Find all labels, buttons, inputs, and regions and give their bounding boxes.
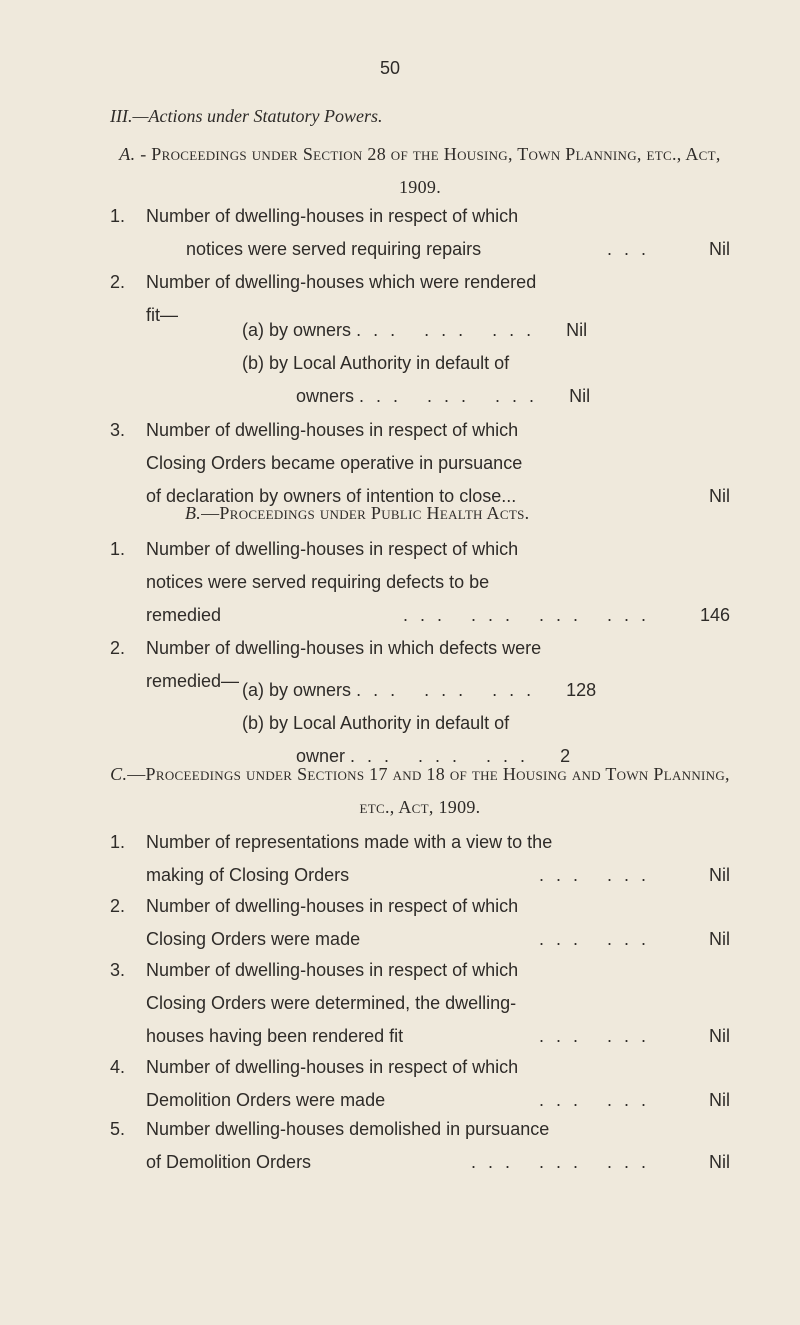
item-text: Closing Orders became operative in pursuance	[146, 453, 523, 473]
section-b-letter: B.	[185, 503, 202, 523]
item-last-line	[146, 923, 730, 956]
sub-item	[110, 314, 730, 413]
item-text: Number of dwelling-houses which were rendered	[146, 272, 537, 292]
item-value: Nil	[709, 1090, 730, 1110]
item-number: 2.	[110, 272, 126, 292]
section-a-title: - Proceedings under Section 28 of the Housing, Town Planning, etc., Act, 1909.	[140, 144, 721, 197]
item-last-line	[146, 1020, 730, 1053]
section-c-title: —Proceedings under Sections 17 and 18 of the Housing and Town Planning, etc., Act, 1909.	[127, 764, 730, 817]
item-value: Nil	[709, 1152, 730, 1172]
item-text: of Demolition Orders	[146, 1152, 312, 1172]
item-number: 1.	[110, 539, 126, 559]
item-value: Nil	[709, 929, 730, 949]
item-text: making of Closing Orders	[146, 865, 350, 885]
item-text: Number of dwelling-houses in respect of which	[146, 1057, 519, 1077]
item-last-line	[146, 859, 730, 892]
item-text: Number of dwelling-houses in which defects were	[146, 638, 542, 658]
item-text: of declaration by owners of intention to close...	[146, 486, 517, 506]
list-item	[110, 200, 730, 266]
item-value: 128	[566, 680, 597, 700]
leader-dots: ... ... ...	[470, 1152, 658, 1172]
sub-line	[242, 674, 730, 707]
item-text: houses having been rendered fit	[146, 1026, 404, 1046]
leader-dots: ... ...	[538, 929, 658, 949]
item-text: Number of dwelling-houses in respect of which	[146, 896, 519, 916]
leader-dots: ... ...	[538, 1026, 658, 1046]
item-number: 4.	[110, 1057, 126, 1077]
sub-text: (b) by Local Authority in default of	[242, 353, 510, 373]
section-c-letter: C.	[110, 764, 128, 784]
list-item	[110, 826, 730, 892]
sub-text: (b) by Local Authority in default of	[242, 713, 510, 733]
section-a-letter: A.	[119, 144, 136, 164]
sub-text: (a) by owners	[242, 320, 352, 340]
list-item	[110, 954, 730, 1053]
item-text: notices were served requiring defects to be	[146, 572, 490, 592]
section-b-title: —Proceedings under Public Health Acts.	[201, 503, 530, 523]
leader-dots: ... ... ...	[359, 386, 547, 406]
list-item	[110, 533, 730, 632]
sub-line	[242, 314, 730, 347]
item-value: 2	[560, 746, 571, 766]
leader-dots: ... ...	[538, 865, 658, 885]
item-value: Nil	[566, 320, 588, 340]
item-number: 1.	[110, 832, 126, 852]
item-value: Nil	[709, 486, 730, 506]
item-last-line	[146, 599, 730, 632]
list-item	[110, 1113, 730, 1179]
item-text: Number dwelling-houses demolished in pursuance	[146, 1119, 550, 1139]
list-item	[110, 1051, 730, 1117]
item-number: 1.	[110, 206, 126, 226]
section-b-heading	[185, 497, 705, 530]
page-number: 50	[379, 58, 401, 78]
item-text: Number of dwelling-houses in respect of which	[146, 960, 519, 980]
sub-text: owners	[296, 386, 355, 406]
item-value: Nil	[569, 386, 591, 406]
leader-dots: ...	[606, 239, 658, 259]
sub-text: owner	[296, 746, 346, 766]
section-c-heading	[110, 758, 730, 824]
item-text: Closing Orders were determined, the dwelling-	[146, 993, 517, 1013]
item-text: Number of dwelling-houses in respect of which	[146, 539, 519, 559]
item-last-line	[186, 233, 730, 266]
leader-dots: ... ... ...	[356, 680, 544, 700]
list-item	[110, 890, 730, 956]
item-text: Closing Orders were made	[146, 929, 361, 949]
item-number: 5.	[110, 1119, 126, 1139]
item-text: Number of dwelling-houses in respect of which	[146, 420, 519, 440]
item-text: Number of representations made with a view to the	[146, 832, 553, 852]
item-number: 2.	[110, 638, 126, 658]
sub-line	[296, 380, 730, 413]
page-heading: III.—Actions under Statutory Powers.	[110, 106, 383, 126]
section-a-heading	[110, 138, 730, 204]
item-text: remedied	[146, 605, 222, 625]
item-value: Nil	[709, 1026, 730, 1046]
item-value: 146	[699, 605, 730, 625]
item-number: 2.	[110, 896, 126, 916]
item-text: Number of dwelling-houses in respect of which	[146, 206, 519, 226]
leader-dots: ... ... ...	[356, 320, 544, 340]
item-last-line	[146, 1146, 730, 1179]
item-text: Demolition Orders were made	[146, 1090, 386, 1110]
leader-dots: ... ... ...	[350, 746, 538, 766]
sub-text: (a) by owners	[242, 680, 352, 700]
item-value: Nil	[709, 865, 730, 885]
leader-dots: ... ...	[538, 1090, 658, 1110]
leader-dots: ... ... ... ...	[402, 605, 658, 625]
item-text: remedied—	[146, 671, 240, 691]
item-text: fit—	[146, 305, 179, 325]
item-number: 3.	[110, 420, 126, 440]
item-value: Nil	[709, 239, 730, 259]
item-number: 3.	[110, 960, 126, 980]
item-text: notices were served requiring repairs	[186, 239, 482, 259]
